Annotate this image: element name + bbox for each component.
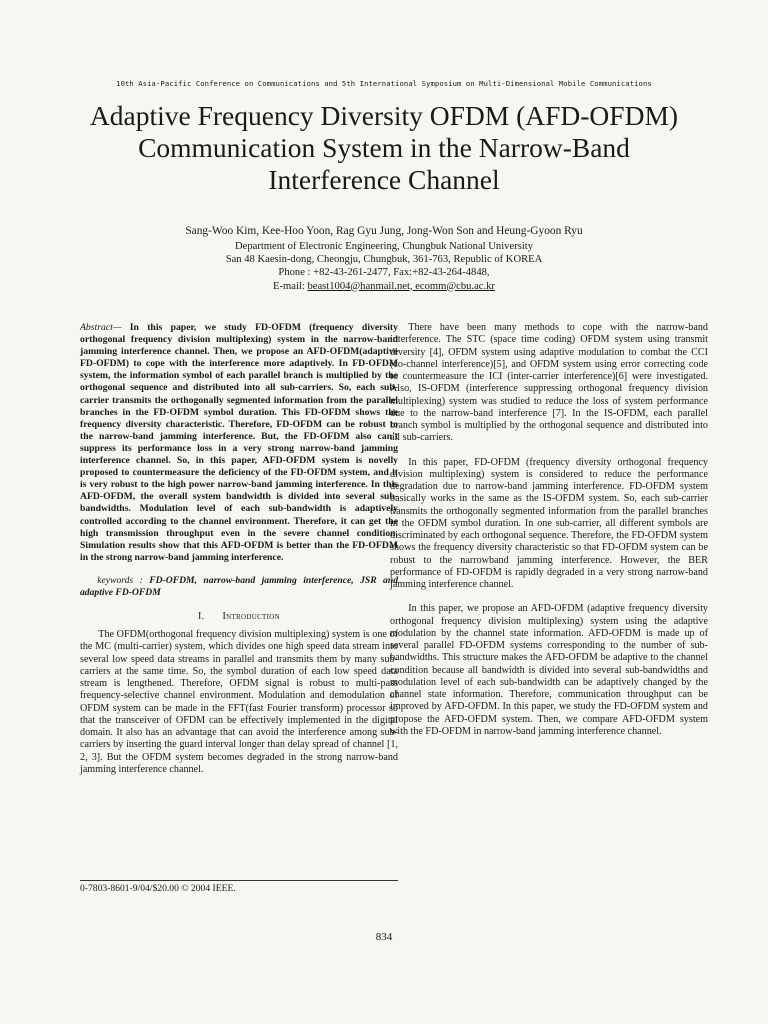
conference-header: 10th Asia-Pacific Conference on Communications and 5th International Symposium on Multi-Dimensional Mobile Communications [116, 79, 652, 88]
department: Department of Electronic Engineering, Chungbuk National University [234, 241, 534, 252]
keywords-text: FD-OFDM, narrow-band jamming interference, JSR and adaptive FD-OFDM [80, 574, 398, 598]
section-title: Introduction [222, 610, 280, 622]
section-number: I. [198, 610, 205, 622]
title-line-2: Communication System in the Narrow-Band [138, 132, 630, 163]
title-line-1: Adaptive Frequency Diversity OFDM (AFD-OFDM) [89, 100, 679, 131]
right-paragraph-1: There have been many methods to cope with the narrow-band interference. The STC (space time coding) OFDM system using transmit diversity [4], OFDM system using adaptive modulation to combat the CCI (co-channel interference)[5], and OFDM system using error correcting code to countermeasure the ICI (inter-carrier interference)[6] were investigated. Also, IS-OFDM (interference suppressing orthogonal frequency division multiplexing) system was studied to reduce the loss of system performance due to the narrow-band interference [7]. In the IS-OFDM, each parallel branch symbol is multiplied by the orthogonal sequence and distributed into all sub-carriers. [390, 322, 708, 444]
email-line [0, 280, 768, 293]
title-line-3: Interference Channel [268, 164, 500, 195]
email-label: E-mail: [273, 280, 308, 292]
copyright-notice: 0-7803-8601-9/04/$20.00 © 2004 IEEE. [80, 880, 398, 894]
right-paragraph-2: In this paper, FD-OFDM (frequency diversity orthogonal frequency division multiplexing) system is considered to reduce the performance degradation due to narrow-band jamming interference. FD-OFDM system basically works in the same as the IS-OFDM system. So, each sub-carrier transmits the orthogonally segmented information from the parallel branches in the OFDM symbol duration. In one sub-carrier, all different symbols are discriminated by each orthogonal sequence. Therefore, the FD-OFDM system shows the frequency diversity characteristic so that FD-OFDM system can be robust to the narrowband jamming interference. However, the BER performance of FD-OFDM is rapidly degraded in a very strong narrow-band jamming interference channel. [390, 456, 708, 590]
keywords-label: keywords : [97, 574, 150, 586]
abstract-label: Abstract— [80, 322, 122, 333]
abstract-text: In this paper, we study FD-OFDM (frequency diversity orthogonal frequency division multiplexing) system in the narrow-band jamming interference channel. Then, we propose an AFD-OFDM(adaptive FD-OFDM) to cope with the interference more adaptively. In FD-OFDM system, the information symbol of each parallel branch is multiplied by the orthogonal sequence and distributed into all sub-carriers. So, each sub-carrier transmits the orthogonally segmented information from the parallel branches in the FD-OFDM symbol duration. This FD-OFDM shows the frequency diversity characteristic. Therefore, FD-OFDM can be robust to the narrow-band jamming interference. But, the FD-OFDM also can't suppress its performance loss in a very strong narrow-band jamming interference channel. So, in this paper, AFD-OFDM system is novelly proposed to countermeasure the deficiency of the FD-OFDM system, and it is very robust to the high power narrow-band jamming interference. In this AFD-OFDM, the overall system bandwidth is divided into several sub-bandwidths. Modulation level of each sub-bandwidth is adaptively controlled according to the channel environment. Therefore, it can get the high transmission throughput even in the severe channel condition. Simulation results show that this AFD-OFDM is better than the FD-OFDM in the strong narrow-band jamming interference. [80, 322, 398, 563]
page-number: 834 [375, 931, 393, 943]
abstract [80, 322, 398, 564]
right-column [390, 322, 708, 738]
address: San 48 Kaesin-dong, Cheongju, Chungbuk, 361-763, Republic of KOREA [225, 254, 543, 266]
phone-fax: Phone : +82-43-261-2477, Fax:+82-43-264-4848, [278, 267, 490, 279]
affiliation-block [0, 240, 768, 293]
right-paragraph-3: In this paper, we propose an AFD-OFDM (adaptive frequency diversity orthogonal frequency division multiplexing) system using the adaptive modulation by the channel state information. AFD-OFDM is made up of several parallel FD-OFDM systems corresponding to the number of sub-bandwidths. This structure makes the AFD-OFDM be adaptive to the channel condition because all bandwidth is divided into several sub-bandwidths and modulation level of each sub-bandwidth can be adaptively changed by the channel state information. Therefore, communication throughput can be improved by AFD-OFDM. In this paper, we study the FD-OFDM system and propose the AFD-OFDM system. Then, we compare AFD-OFDM system with the FD-OFDM in narrow-band jamming interference channel. [390, 603, 708, 737]
email-address[interactable]: beast1004@hanmail.net, ecomm@cbu.ac.kr [307, 280, 495, 292]
section-heading-introduction [80, 611, 398, 623]
paper-title [40, 100, 728, 196]
left-column [80, 322, 398, 776]
keywords [80, 575, 398, 599]
author-list: Sang-Woo Kim, Kee-Hoo Yoon, Rag Gyu Jung, Jong-Won Son and Heung-Gyoon Ryu [185, 225, 583, 237]
intro-paragraph-1: The OFDM(orthogonal frequency division multiplexing) system is one of the MC (multi-carrier) system, which divides one high speed data stream into several low speed data streams in parallel and transmits them by many sub-carriers at the same time. So, the symbol duration of each low speed data stream is lengthened. Therefore, OFDM signal is robust to multi-pass frequency-selective channel environment. Modulation and demodulation of OFDM system can be made in the FFT(fast Fourier transform) processor so that the transceiver of OFDM can be effectively implemented in the digital domain. It also has an advantage that can avoid the interference among sub-carriers by inserting the guard interval longer than delay spread of channel [1, 2, 3]. But the OFDM system becomes degraded in the strong narrow-band jamming interference channel. [80, 629, 398, 775]
